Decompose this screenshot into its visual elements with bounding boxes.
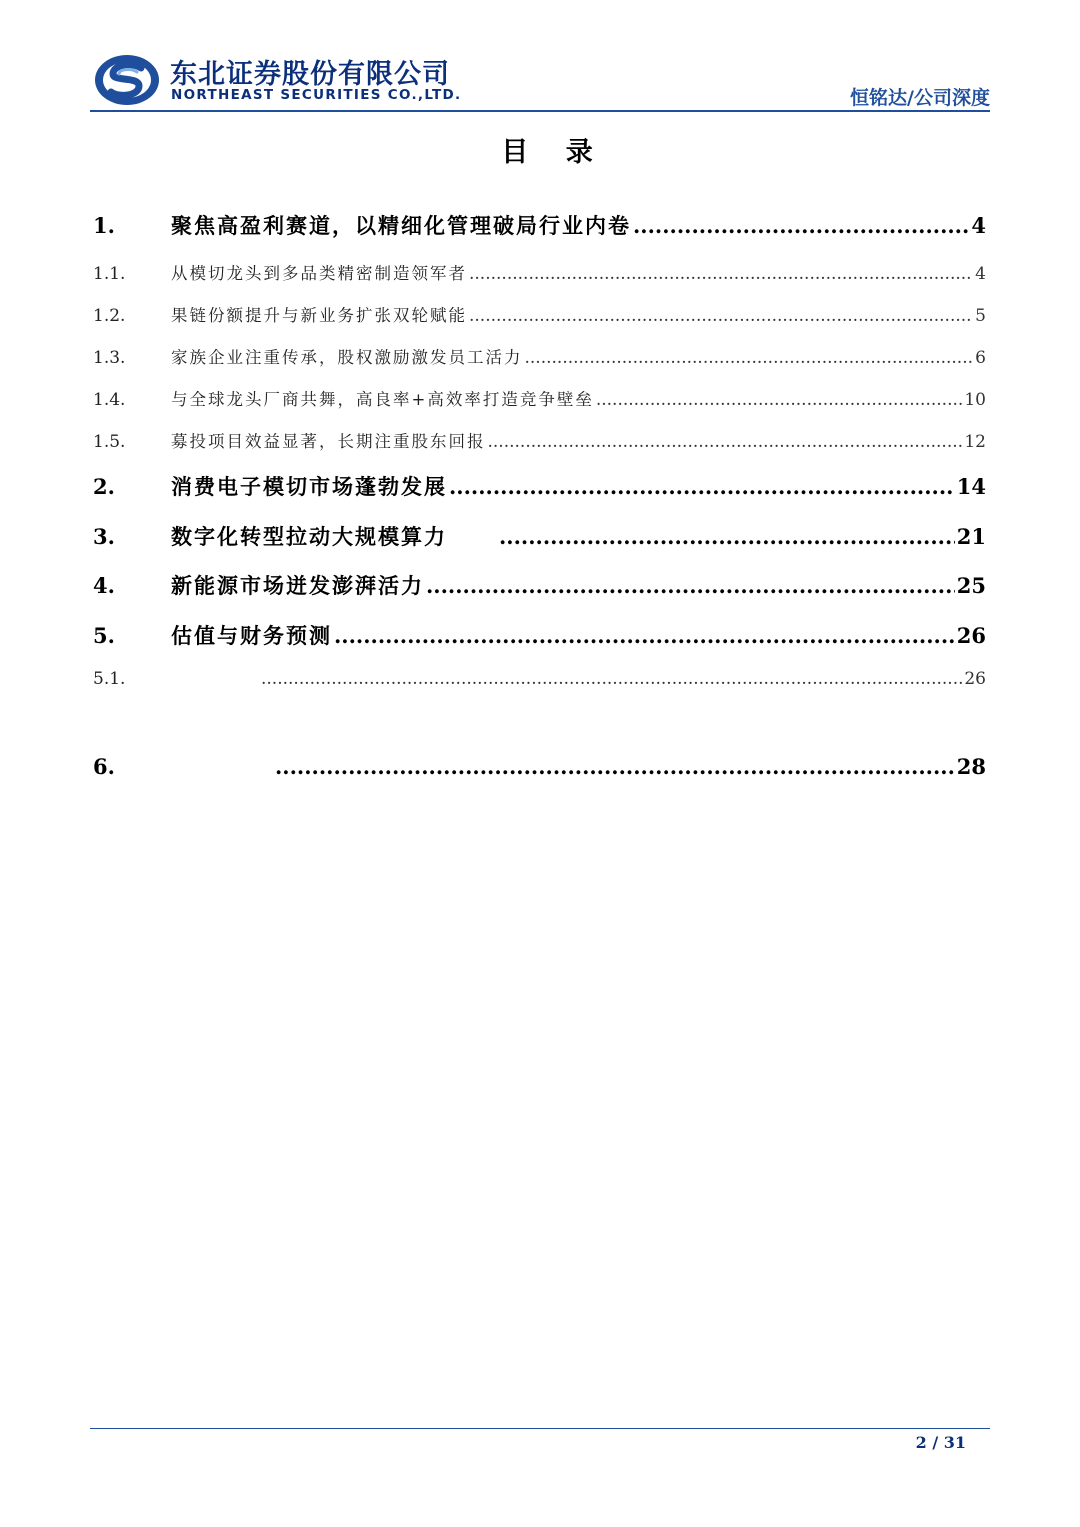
toc-entry-1-1[interactable] bbox=[93, 260, 986, 284]
toc-dot-leader bbox=[499, 524, 955, 549]
toc-dot-leader bbox=[469, 264, 973, 284]
toc-entry-1[interactable] bbox=[93, 210, 986, 240]
toc-entry-page: 4 bbox=[971, 213, 986, 238]
toc-dot-leader bbox=[334, 623, 955, 648]
toc-entry-number: 3. bbox=[93, 524, 115, 549]
toc-entry-number: 5.1. bbox=[93, 669, 126, 689]
header-divider bbox=[90, 110, 990, 112]
toc-dot-leader bbox=[261, 669, 962, 689]
toc-dot-leader bbox=[488, 432, 963, 452]
toc-entry-2[interactable] bbox=[93, 471, 986, 501]
northeast-securities-logo bbox=[93, 52, 161, 108]
toc-dot-leader bbox=[525, 348, 974, 368]
toc-entry-number: 2. bbox=[93, 474, 115, 499]
toc-entry-page: 26 bbox=[964, 669, 986, 689]
toc-entry-number: 1.4. bbox=[93, 390, 126, 410]
toc-dot-leader bbox=[275, 754, 955, 779]
toc-entry-page: 6 bbox=[975, 348, 986, 368]
toc-entry-page: 10 bbox=[964, 390, 986, 410]
toc-dot-leader bbox=[596, 390, 963, 410]
toc-entry-number: 1.2. bbox=[93, 306, 126, 326]
report-tag: 恒铭达/公司深度 bbox=[850, 87, 990, 109]
toc-entry-3[interactable] bbox=[93, 521, 986, 551]
toc-dot-leader bbox=[426, 573, 955, 598]
toc-entry-number: 4. bbox=[93, 573, 115, 598]
toc-entry-title: 果链份额提升与新业务扩张双轮赋能 bbox=[171, 306, 467, 325]
toc-entry-1-5[interactable] bbox=[93, 428, 986, 452]
toc-entry-title: 数字化转型拉动大规模算力 bbox=[171, 525, 447, 549]
toc-entry-number: 1. bbox=[93, 213, 115, 238]
page-header bbox=[90, 50, 990, 110]
footer-divider bbox=[90, 1428, 990, 1429]
toc-entry-5-1[interactable] bbox=[93, 669, 986, 689]
toc-entry-6[interactable] bbox=[93, 754, 986, 779]
toc-entry-title: 家族企业注重传承，股权激励激发员工活力 bbox=[171, 348, 523, 367]
toc-entry-1-2[interactable] bbox=[93, 302, 986, 326]
toc-entry-title: 新能源市场迸发澎湃活力 bbox=[171, 574, 424, 598]
toc-entry-5[interactable] bbox=[93, 620, 986, 650]
toc-entry-page: 5 bbox=[975, 306, 986, 326]
toc-entry-title: 聚焦高盈利赛道，以精细化管理破局行业内卷 bbox=[171, 214, 631, 238]
toc-entry-number: 1.1. bbox=[93, 264, 126, 284]
company-name-en: NORTHEAST SECURITIES CO.,LTD. bbox=[171, 87, 462, 103]
toc-entry-title: 估值与财务预测 bbox=[171, 624, 332, 648]
toc-entry-title: 从模切龙头到多品类精密制造领军者 bbox=[171, 264, 467, 283]
toc-dot-leader bbox=[633, 213, 969, 238]
toc-entry-title: 募投项目效益显著，长期注重股东回报 bbox=[171, 432, 486, 451]
toc-title: 目 录 bbox=[501, 137, 607, 168]
toc-dot-leader bbox=[469, 306, 973, 326]
toc-entry-title: 消费电子模切市场蓬勃发展 bbox=[171, 475, 447, 499]
toc-entry-page: 28 bbox=[956, 754, 986, 779]
toc-entry-number: 1.5. bbox=[93, 432, 126, 452]
page-number: 2 / 31 bbox=[915, 1433, 966, 1452]
toc-entry-number: 5. bbox=[93, 623, 115, 648]
toc-entry-title: 与全球龙头厂商共舞，高良率+高效率打造竞争壁垒 bbox=[171, 390, 594, 409]
toc-entry-1-4[interactable] bbox=[93, 386, 986, 410]
company-name-cn: 东北证券股份有限公司 bbox=[170, 59, 450, 90]
toc-entry-number: 1.3. bbox=[93, 348, 126, 368]
toc-entry-page: 4 bbox=[975, 264, 986, 284]
toc-entry-page: 25 bbox=[956, 573, 986, 598]
toc-entry-4[interactable] bbox=[93, 570, 986, 600]
toc-entry-page: 14 bbox=[956, 474, 986, 499]
toc-entry-page: 12 bbox=[964, 432, 986, 452]
toc-entry-number: 6. bbox=[93, 754, 115, 779]
toc-entry-page: 21 bbox=[956, 524, 986, 549]
toc-entry-page: 26 bbox=[956, 623, 986, 648]
toc-dot-leader bbox=[449, 474, 955, 499]
toc-entry-1-3[interactable] bbox=[93, 344, 986, 368]
